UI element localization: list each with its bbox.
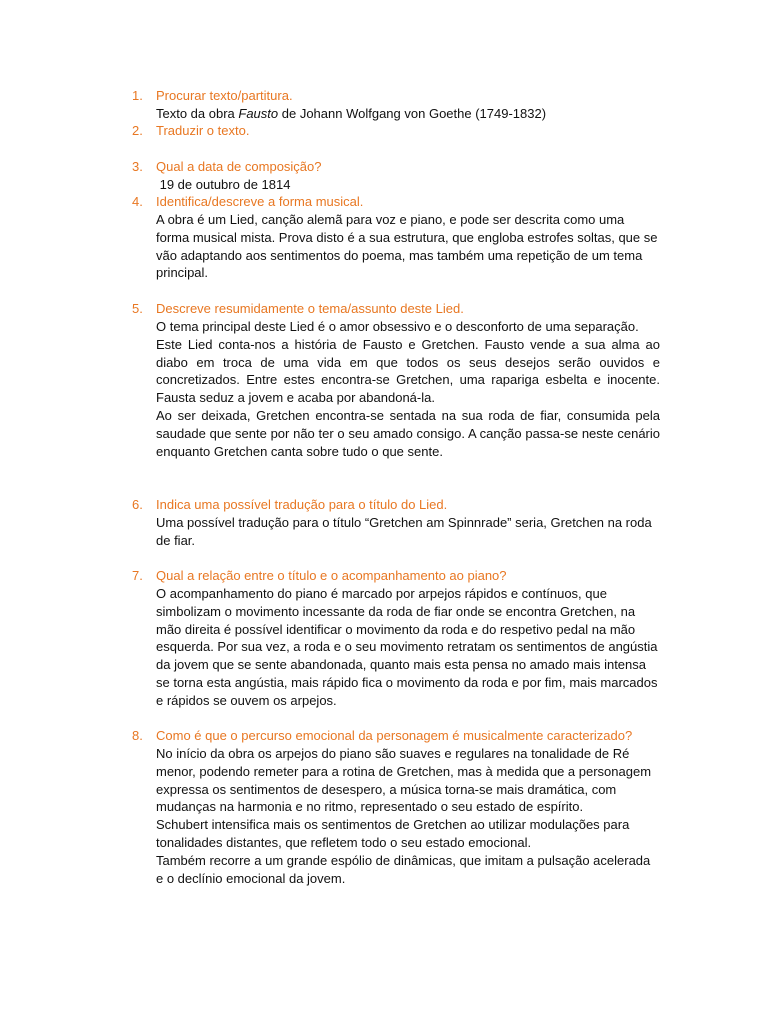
question-text: Procurar texto/partitura. bbox=[156, 88, 293, 103]
item-number: 8. bbox=[132, 728, 143, 743]
answer-paragraph: Este Lied conta-nos a história de Fausto e Gretchen. Fausto vende a sua alma ao diabo em troca de uma vida em que todos os seus desejos serão ouvidos e concretizados. Entre estes encontra-se Gretchen, uma rapariga esbelta e inocente. Fausta seduz a jovem e acaba por abandoná-la. bbox=[156, 336, 660, 406]
answer-text bbox=[156, 318, 660, 460]
list-item-2 bbox=[132, 122, 660, 140]
item-number: 2. bbox=[132, 123, 143, 138]
question-text: Como é que o percurso emocional da personagem é musicalmente caracterizado? bbox=[156, 728, 633, 743]
list-item-1 bbox=[132, 87, 660, 123]
question-text: Qual a relação entre o título e o acompanhamento ao piano? bbox=[156, 568, 507, 583]
list-item-8 bbox=[132, 727, 660, 887]
answer-text: O acompanhamento do piano é marcado por arpejos rápidos e contínuos, que simbolizam o movimento incessante da roda de fiar onde se encontra Gretchen, na mão direita é possível identificar o movimento da roda e do respetivo pedal na mão esquerda. Por sua vez, a roda e o seu movimento retratam os sentimentos de angústia da jovem que se sente abandonada, quanto mais esta pensa no amado mais intensa se torna esta angústia, mais rápido fica o movimento da roda e por fim, mais marcados e rápidos se ouvem os arpejos. bbox=[156, 586, 658, 708]
answer-paragraph: Ao ser deixada, Gretchen encontra-se sentada na sua roda de fiar, consumida pela saudade que sente por não ter o seu amado consigo. A canção passa-se neste cenário enquanto Gretchen canta sobre tudo o que sente. bbox=[156, 407, 660, 459]
question-text: Indica uma possível tradução para o título do Lied. bbox=[156, 497, 448, 512]
answer-text bbox=[156, 105, 660, 123]
question-text: Descreve resumidamente o tema/assunto deste Lied. bbox=[156, 301, 464, 316]
item-number: 5. bbox=[132, 301, 143, 316]
answer-post: de Johann Wolfgang von Goethe (1749-1832) bbox=[278, 106, 547, 121]
answer-paragraph: Schubert intensifica mais os sentimentos de Gretchen ao utilizar modulações para tonalidades distantes, que refletem todo o seu estado emocional. bbox=[156, 817, 630, 850]
answer-text: A obra é um Lied, canção alemã para voz e piano, e pode ser descrita como uma forma musical mista. Prova disto é a sua estrutura, que engloba estrofes soltas, que se vão adaptando aos sentimentos do poema, mas também uma repetição de um tema principal. bbox=[156, 212, 658, 281]
answer-paragraph: O tema principal deste Lied é o amor obsessivo e o desconforto de uma separação. bbox=[156, 319, 639, 334]
question-text: Traduzir o texto. bbox=[156, 123, 250, 138]
answer-text: Uma possível tradução para o título “Gretchen am Spinnrade” seria, Gretchen na roda de fiar. bbox=[156, 515, 652, 548]
work-title: Fausto bbox=[238, 106, 279, 121]
item-number: 3. bbox=[132, 159, 143, 174]
list-item-6 bbox=[132, 496, 660, 550]
list-item-7 bbox=[132, 567, 660, 710]
item-number: 7. bbox=[132, 568, 143, 583]
answer-paragraph: Também recorre a um grande espólio de dinâmicas, que imitam a pulsação acelerada e o declínio emocional da jovem. bbox=[156, 852, 651, 886]
question-text: Qual a data de composição? bbox=[156, 159, 322, 174]
item-number: 1. bbox=[132, 88, 143, 103]
list-item-3 bbox=[132, 158, 660, 194]
list-item-5 bbox=[132, 300, 660, 460]
answer-pre: Texto da obra bbox=[156, 106, 239, 121]
item-number: 4. bbox=[132, 194, 143, 209]
item-number: 6. bbox=[132, 497, 143, 512]
answer-text bbox=[156, 745, 660, 887]
answer-paragraph: No início da obra os arpejos do piano são suaves e regulares na tonalidade de Ré menor, podendo remeter para a rotina de Gretchen, mas à medida que a personagem expressa os sentimentos de desespero, a música torna-se mais dramática, com mudanças na harmonia e no ritmo, representado o seu estado de espírito. bbox=[156, 746, 652, 815]
answer-text: 19 de outubro de 1814 bbox=[156, 177, 291, 192]
question-text: Identifica/descreve a forma musical. bbox=[156, 194, 364, 209]
list-item-4 bbox=[132, 193, 660, 282]
